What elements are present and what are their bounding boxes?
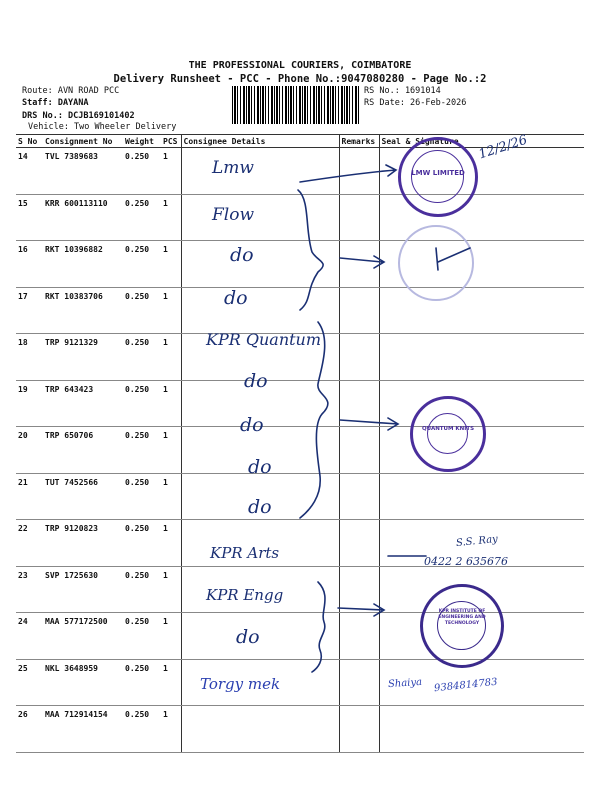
pcs-cell: 1 — [161, 473, 181, 520]
brace-rows-15-17 — [298, 190, 323, 310]
pcs-cell: 1 — [161, 613, 181, 660]
hw-consignee-16: do — [230, 244, 254, 266]
pcs-cell: 1 — [161, 287, 181, 334]
hw-consignee-22: do — [248, 496, 272, 518]
consignment-cell: TRP 650706 — [43, 427, 123, 474]
runsheet-subtitle: Delivery Runsheet - PCC - Phone No.:9047080280 - Page No.:2 — [113, 73, 487, 85]
consignment-cell: RKT 10383706 — [43, 287, 123, 334]
consignment-cell: SVP 1725630 — [43, 566, 123, 613]
sno-cell: 24 — [16, 613, 43, 660]
pcs-cell: 1 — [161, 566, 181, 613]
col-signature: Seal & Signature — [379, 135, 584, 148]
sno-cell: 19 — [16, 380, 43, 427]
hw-consignee-18: KPR Quantum — [206, 330, 322, 349]
pcs-cell: 1 — [161, 427, 181, 474]
pcs-cell: 1 — [161, 148, 181, 195]
hw-signature-26: Shaiya — [387, 676, 423, 691]
consignment-cell: NKL 3648959 — [43, 659, 123, 706]
weight-cell: 0.250 — [123, 473, 161, 520]
kpr-engg-stamp-text: KPR INSTITUTE OF ENGINEERING AND TECHNOLOGY — [438, 609, 486, 626]
sno-cell: 17 — [16, 287, 43, 334]
brace-rows-18-22 — [300, 322, 328, 518]
hw-consignee-24: KPR Engg — [206, 586, 284, 604]
pcs-cell: 1 — [161, 380, 181, 427]
arrow-rows-18-22 — [340, 418, 398, 430]
consignment-cell: TVL 7389683 — [43, 148, 123, 195]
hw-signature-23: S.S. Ray — [455, 533, 499, 550]
sno-cell: 14 — [16, 148, 43, 195]
weight-cell: 0.250 — [123, 520, 161, 567]
col-pcs: PCS — [161, 135, 181, 148]
company-title: THE PROFESSIONAL COURIERS, COIMBATORE — [188, 60, 412, 71]
col-remarks: Remarks — [339, 135, 379, 148]
consignment-cell: TRP 643423 — [43, 380, 123, 427]
tick-mark-16 — [436, 248, 470, 270]
hw-consignee-23: KPR Arts — [210, 544, 280, 562]
vehicle-label: Vehicle: Two Wheeler Delivery — [28, 122, 177, 132]
sno-cell: 21 — [16, 473, 43, 520]
sno-cell: 18 — [16, 334, 43, 381]
hw-consignee-15: Flow — [212, 205, 255, 225]
brace-rows-24-25 — [312, 582, 325, 672]
consignment-cell: MAA 577172500 — [43, 613, 123, 660]
pcs-cell: 1 — [161, 241, 181, 288]
staff-label: Staff: DAYANA — [22, 98, 89, 108]
weight-cell: 0.250 — [123, 380, 161, 427]
rs-date: RS Date: 26-Feb-2026 — [364, 98, 467, 108]
weight-cell: 0.250 — [123, 194, 161, 241]
pcs-cell: 1 — [161, 659, 181, 706]
arrow-rows-24-25 — [338, 604, 384, 616]
weight-cell: 0.250 — [123, 566, 161, 613]
weight-cell: 0.250 — [123, 287, 161, 334]
hw-consignee-20: do — [240, 414, 264, 436]
hw-consignee-25: do — [236, 626, 260, 648]
quantum-stamp-text: QUANTUM KNITS — [421, 426, 475, 432]
arrow-row-14 — [300, 165, 396, 182]
pcs-cell: 1 — [161, 706, 181, 753]
rs-number: RS No.: 1691014 — [364, 86, 441, 96]
sno-cell: 20 — [16, 427, 43, 474]
hw-consignee-19: do — [244, 370, 268, 392]
sno-cell: 16 — [16, 241, 43, 288]
hw-consignee-21: do — [248, 456, 272, 478]
hw-consignee-26: Torgy mek — [200, 675, 281, 693]
weight-cell: 0.250 — [123, 148, 161, 195]
hw-date-14: 12/2/26 — [476, 132, 530, 163]
pcs-cell: 1 — [161, 334, 181, 381]
consignment-cell: TRP 9120823 — [43, 520, 123, 567]
pcs-cell: 1 — [161, 520, 181, 567]
consignment-cell: RKT 10396882 — [43, 241, 123, 288]
sno-cell: 26 — [16, 706, 43, 753]
weight-cell: 0.250 — [123, 241, 161, 288]
sno-cell: 22 — [16, 520, 43, 567]
weight-cell: 0.250 — [123, 613, 161, 660]
consignment-cell: MAA 712914154 — [43, 706, 123, 753]
weight-cell: 0.250 — [123, 427, 161, 474]
hw-consignee-17: do — [224, 287, 248, 309]
col-consignee: Consignee Details — [181, 135, 339, 148]
col-weight: Weight — [123, 135, 161, 148]
consignment-cell: KRR 600113110 — [43, 194, 123, 241]
col-consignment: Consignment No — [43, 135, 123, 148]
hw-phone-23: 0422 2 635676 — [424, 555, 508, 568]
lmw-stamp-text: LMW LIMITED — [411, 169, 465, 177]
hw-consignee-14: Lmw — [212, 158, 254, 178]
consignment-cell: TRP 9121329 — [43, 334, 123, 381]
hw-phone-26: 9384814783 — [433, 676, 499, 695]
drs-number: DRS No.: DCJB169101402 — [22, 111, 135, 121]
sno-cell: 15 — [16, 194, 43, 241]
weight-cell: 0.250 — [123, 659, 161, 706]
weight-cell: 0.250 — [123, 334, 161, 381]
col-sno: S No — [16, 135, 43, 148]
sno-cell: 23 — [16, 566, 43, 613]
route-label: Route: AVN ROAD PCC — [22, 86, 120, 96]
consignment-cell: TUT 7452566 — [43, 473, 123, 520]
pcs-cell: 1 — [161, 194, 181, 241]
sno-cell: 25 — [16, 659, 43, 706]
arrow-rows-15-17 — [340, 256, 384, 268]
weight-cell: 0.250 — [123, 706, 161, 753]
